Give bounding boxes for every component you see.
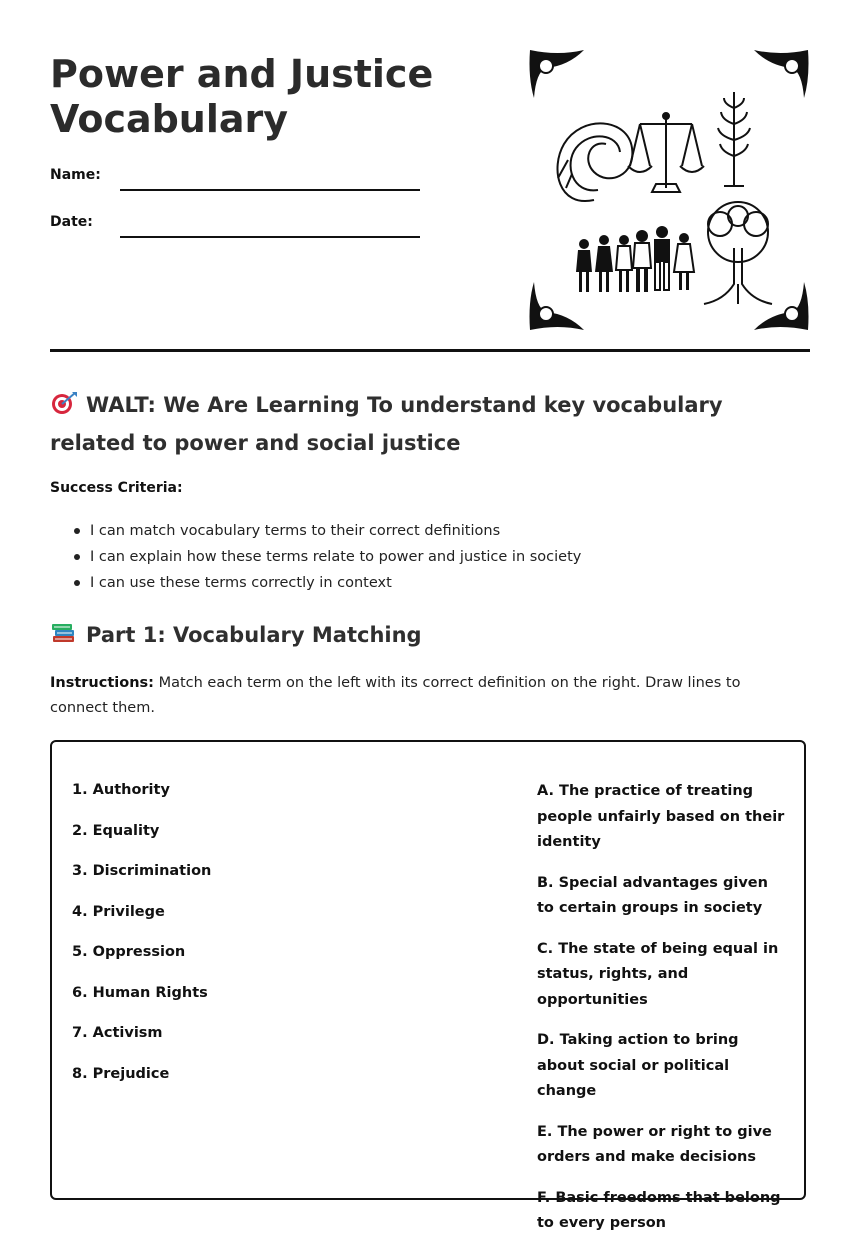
walt-heading <box>50 386 810 462</box>
name-label: Name: <box>50 167 101 183</box>
success-criteria-label: Success Criteria: <box>50 480 183 496</box>
term-item[interactable]: 4. Privilege <box>72 903 165 920</box>
definitions-list <box>537 779 787 1252</box>
date-writing-line[interactable] <box>120 236 420 238</box>
success-criteria-item: I can match vocabulary terms to their correct definitions <box>90 518 810 544</box>
definition-item[interactable]: E. The power or right to give orders and make decisions <box>537 1123 772 1165</box>
name-field[interactable] <box>50 167 420 191</box>
definition-item[interactable]: D. Taking action to bring about social or political change <box>537 1032 739 1099</box>
date-label: Date: <box>50 214 93 230</box>
corner-ornament-top-right <box>754 50 809 98</box>
walt-heading-text: WALT: We Are Learning To understand key vocabulary related to power and social justice <box>50 393 723 455</box>
worksheet-header <box>50 0 810 352</box>
term-item[interactable]: 7. Activism <box>72 1025 163 1041</box>
definition-item[interactable]: F. Basic freedoms that belong to every person <box>537 1189 781 1231</box>
matching-box <box>50 740 806 1231</box>
worksheet-page <box>50 0 810 1231</box>
term-item[interactable]: 8. Prejudice <box>72 1065 170 1082</box>
term-item[interactable]: 1. Authority <box>72 782 170 798</box>
terms-list <box>72 779 211 1103</box>
success-criteria-item: I can explain how these terms relate to power and justice in society <box>90 544 810 570</box>
term-item[interactable]: 6. Human Rights <box>72 984 208 1001</box>
definition-item[interactable]: B. Special advantages given to certain groups in society <box>537 874 768 916</box>
term-item[interactable]: 5. Oppression <box>72 944 186 960</box>
instructions <box>50 671 790 721</box>
definition-item[interactable]: A. The practice of treating people unfairly based on their identity <box>537 783 785 850</box>
success-criteria-list <box>50 518 810 596</box>
fern-tree-icon <box>718 92 750 186</box>
header-divider <box>50 349 810 352</box>
part1-heading-text: Part 1: Vocabulary Matching <box>86 623 422 647</box>
date-field[interactable] <box>50 214 420 238</box>
corner-ornament-bottom-right <box>754 282 809 330</box>
success-criteria-item: I can use these terms correctly in context <box>90 570 810 596</box>
term-item[interactable]: 2. Equality <box>72 822 160 839</box>
instructions-label: Instructions: <box>50 675 154 691</box>
justice-illustration <box>528 48 810 332</box>
definition-item[interactable]: C. The state of being equal in status, rights, and opportunities <box>537 940 779 1008</box>
corner-ornament-bottom-left <box>530 282 585 330</box>
books-icon <box>50 621 78 645</box>
scales-of-justice-icon <box>628 113 704 192</box>
target-dart-icon <box>50 391 78 415</box>
tree-of-life-icon <box>704 202 772 304</box>
corner-ornament-top-left <box>530 50 585 98</box>
term-item[interactable]: 3. Discrimination <box>72 863 212 879</box>
people-group-icon <box>576 226 694 292</box>
instructions-text: Match each term on the left with its correct definition on the right. Draw lines to connect them. <box>50 675 741 716</box>
part1-heading <box>50 616 422 654</box>
name-writing-line[interactable] <box>120 189 420 191</box>
koru-spiral-icon <box>557 123 632 201</box>
page-title: Power and Justice Vocabulary <box>50 52 434 141</box>
